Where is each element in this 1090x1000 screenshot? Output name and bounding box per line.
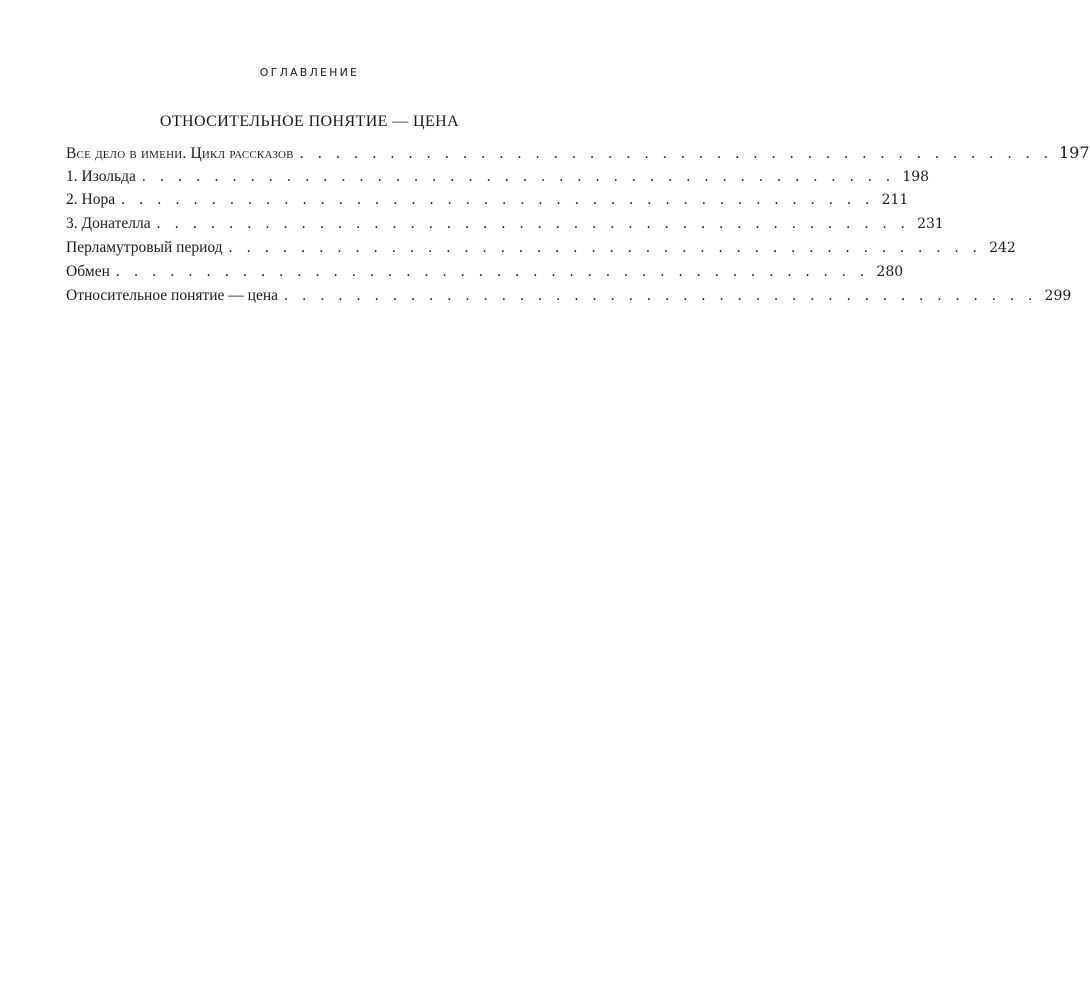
toc-entry-title: 3. Донателла [66,215,157,233]
toc-entry-page: 299 [1044,287,1072,304]
table-of-contents [66,143,1090,310]
toc-entry-page: 197 [1058,143,1090,162]
toc-leader-dots: . . . . . . . . . . . . . . . . . . . . . . . . . . . . . . . . . . . . . . . . . . [284,286,1038,304]
toc-entry [66,286,1072,311]
toc-leader-dots: . . . . . . . . . . . . . . . . . . . . . . . . . . . . . . . . . . . . . . . . . . [115,262,870,280]
toc-entry [66,238,1016,263]
toc-leader-dots: . . . . . . . . . . . . . . . . . . . . . . . . . . . . . . . . . . . . . . . . . . [228,238,982,256]
toc-entry-title: Все дело в имени. Цикл рассказов [66,145,300,163]
toc-entry-title: Перламутровый период [66,239,229,257]
toc-entry [66,167,930,192]
toc-entry-page: 242 [989,239,1016,256]
toc-entry-title: Обмен [66,263,116,281]
toc-entry-title: 2. Нора [66,191,121,209]
toc-entry-page: 280 [876,263,904,280]
toc-leader-dots: . . . . . . . . . . . . . . . . . . . . . . . . . . . . . . . . . . . . . . . . . . [156,215,910,233]
toc-entry-page: 198 [902,168,930,185]
toc-leader-dots: . . . . . . . . . . . . . . . . . . . . . . . . . . . . . . . . . . . . . . . . . . [121,191,875,209]
toc-entry-page: 211 [881,192,909,209]
toc-entry-title: Относительное понятие — цена [66,287,284,305]
toc-entry [66,215,944,239]
toc-leader-dots: . . . . . . . . . . . . . . . . . . . . . . . . . . . . . . . . . . . . . . . . . . [299,145,1053,162]
toc-leader-dots: . . . . . . . . . . . . . . . . . . . . . . . . . . . . . . . . . . . . . . . . . . [141,167,896,185]
toc-entry [66,262,904,287]
toc-entry-title: 1. Изольда [66,168,142,186]
toc-entry-page: 231 [917,216,944,233]
toc-entry [66,143,1090,168]
page-heading: ОГЛАВЛЕНИЕ [259,66,360,79]
toc-entry [66,191,909,215]
section-title: ОТНОСИТЕЛЬНОЕ ПОНЯТИЕ — ЦЕНА [159,113,460,130]
